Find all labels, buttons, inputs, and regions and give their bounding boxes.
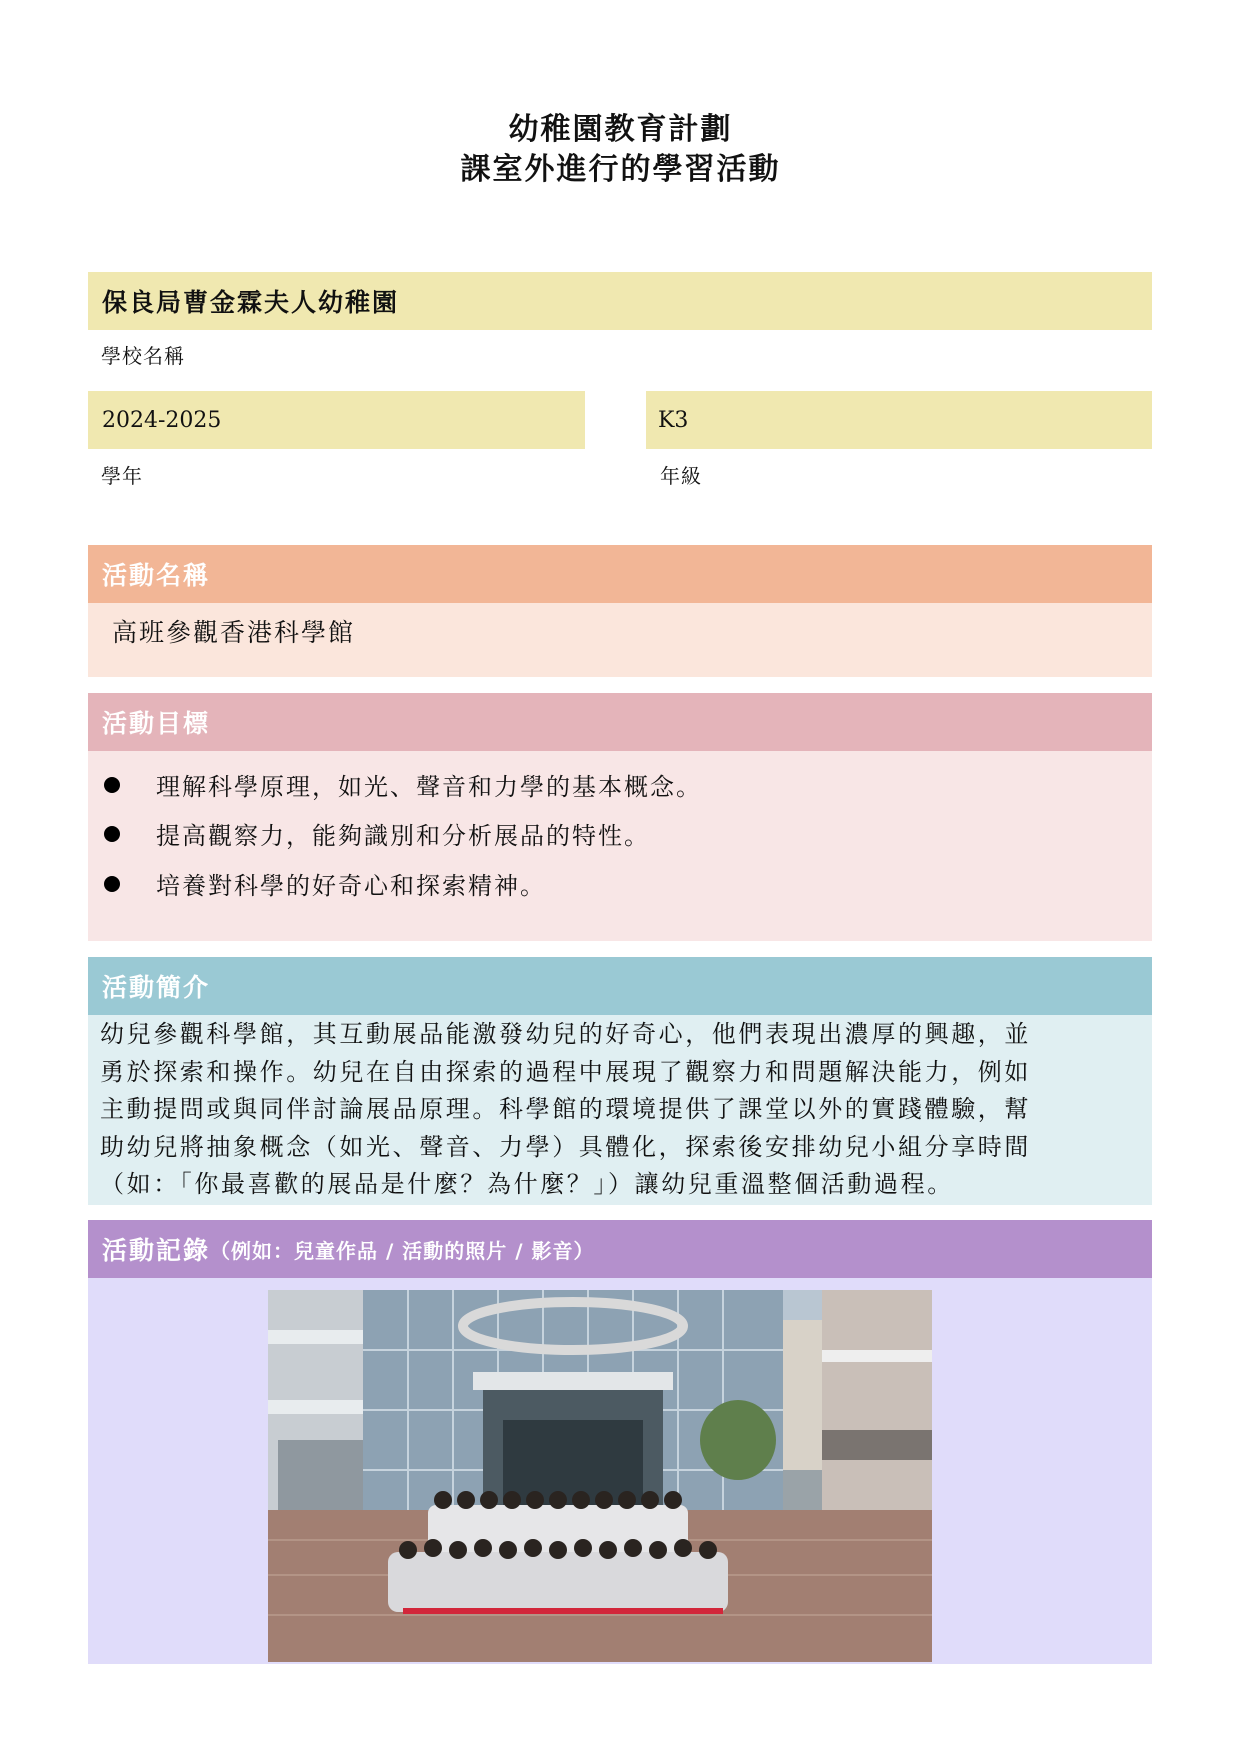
objective-text: 理解科學原理，如光、聲音和力學的基本概念。: [156, 773, 702, 801]
grade-caption: 年級: [660, 464, 702, 488]
bullet-icon: [104, 826, 120, 842]
activity-photo-image: [268, 1290, 932, 1662]
activity-name-value: 高班參觀香港科學館: [112, 618, 356, 647]
school-year-caption: 學年: [101, 464, 143, 488]
records-heading-note: （例如：兒童作品 / 活動的照片 / 影音）: [210, 1238, 595, 1263]
activity-name-heading-text: 活動名稱: [102, 561, 211, 590]
bullet-icon: [104, 777, 120, 793]
introduction-line: 勇於探索和操作。幼兒在自由探索的過程中展現了觀察力和問題解決能力，例如: [100, 1057, 1031, 1086]
school-name-field: [88, 272, 1152, 330]
page-subtitle: 課室外進行的學習活動: [460, 152, 781, 187]
introduction-heading: [88, 957, 1152, 1015]
school-year-value: 2024-2025: [102, 407, 222, 433]
activity-name-heading: [88, 545, 1152, 603]
objective-item: [100, 816, 650, 851]
school-name-value: 保良局曹金霖夫人幼稚園: [102, 288, 400, 317]
objective-item: [100, 767, 702, 802]
objective-item: [100, 866, 546, 901]
grade-field: [646, 391, 1152, 449]
introduction-line: 助幼兒將抽象概念（如光、聲音、力學）具體化，探索後安排幼兒小組分享時間: [100, 1132, 1031, 1161]
records-heading-text: 活動記錄: [102, 1236, 211, 1265]
introduction-text: [100, 1016, 1144, 1204]
school-year-field: [88, 391, 585, 449]
objectives-heading-text: 活動目標: [102, 709, 211, 738]
objectives-heading: [88, 693, 1152, 751]
objective-text: 培養對科學的好奇心和探索精神。: [156, 872, 546, 900]
page-title: 幼稚園教育計劃: [508, 112, 733, 147]
activity-photo: [268, 1290, 932, 1662]
activity-name-body: [88, 603, 1152, 677]
records-heading: [88, 1220, 1152, 1278]
school-name-caption: 學校名稱: [101, 344, 185, 368]
introduction-heading-text: 活動簡介: [102, 973, 211, 1002]
grade-value: K3: [658, 407, 689, 433]
introduction-line: 幼兒參觀科學館，其互動展品能激發幼兒的好奇心，他們表現出濃厚的興趣，並: [100, 1020, 1031, 1048]
objective-text: 提高觀察力，能夠識別和分析展品的特性。: [156, 822, 650, 850]
introduction-line: （如：「你最喜歡的展品是什麼？為什麼？」）讓幼兒重溫整個活動過程。: [100, 1170, 954, 1198]
bullet-icon: [104, 876, 120, 892]
introduction-line: 主動提問或與同伴討論展品原理。科學館的環境提供了課堂以外的實踐體驗，幫: [100, 1095, 1031, 1123]
